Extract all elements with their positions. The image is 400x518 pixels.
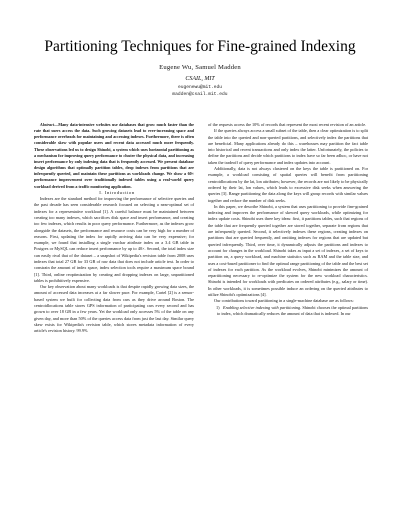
- body-paragraph: Additionally, data is not always clustered on the keys the table is partitioned on. For example, a workload consisting of spatial queries will benefit from partitioning centroidlocations by the lat, lon attributes; however, the records are not likely to be physically ordered by their lat, lon values, which leads to excessive disk seeks when answering the queries [3]. Range partitioning the data along the keys will group records with similar values together and reduce the number of disk seeks.: [208, 166, 368, 203]
- author-email-2: madden@csail.mit.edu: [172, 92, 228, 97]
- body-paragraph: If the queries always access a small subset of the table, then a clear optimization is to split the table into the queried and non-queried partitions, and selectively index the partitions that are beneficial. Many applications already do this – warehouses may partition the fact table into historical and recent transactions and only index the latter. Unfortunately, the policies to define the partitions and decide which partitions to index have so far been adhoc, or have not taken the tradeoff of query performance and index updates into account.: [208, 128, 368, 165]
- body-paragraph: Our key observation about many workloads is that despite rapidly growing data sizes, the amount of accessed data increases at a far slower pace. For example, Cartel [2] is a sensor-based system we built for collecting data from cars as they drive around Boston. The centroidlocations table stores GPS information of participating cars every second and has grown to over 18 GB in a few years. Yet the workload only accesses 5% of the table on any given day, and more than 50% of the queries access data from just the last day. Similar query skew exists for Wikipedia's revision table, which stores metadata information of every article's revision history. 99.9%: [34, 284, 194, 334]
- affiliation: CSAIL, MIT: [185, 76, 215, 82]
- author-list: Eugene Wu, Samuel Madden: [159, 64, 241, 71]
- author-email-1: eugenewu@mit.edu: [177, 85, 223, 90]
- abstract-text: Many data-intensive websites use databases that grow much faster than the rate that users access the data. Such growing datasets lead to ever-increasing space and performance overheads for maintaining and accessing indexes. Furthermore, there is often considerable skew with popular users and recent data accessed much more frequently. These observations led us to design Shinobi, a system which uses horizontal partitioning as a mechanism for improving query performance to cluster the physical data, and increasing insert performance by only indexing data that is frequently accessed. We present database design algorithms that optimally partition tables, drop indexes from partitions that are infrequently queried, and maintain these partitions as workloads change. We show a 60× performance improvement over traditionally indexed tables using a real-world query workload derived from a traffic monitoring application.: [34, 122, 194, 189]
- body-paragraph: Indexes are the standard method for improving the performance of selective queries and the past decade has seen considerable research focused on selecting a near-optimal set of indexes for a representative workload [1]. A careful balance must be maintained between creating too many indexes, which sacrifices disk space and insert performance, and creating too few indexes, which results in poor query performance. Furthermore, as the indexes grow alongside the datasets, the performance and resource costs can be very high for a number of reasons. First, updating the index for rapidly arriving data can be very expensive; for example, we found that installing a single varchar attribute index on a 3.4 GB table in Postgres or MySQL can reduce insert performance by up to 40×. Second, the total index size can easily rival that of the dataset – a snapshot of Wikipedia's revision table from 2008 uses indexes that total 27 GB for 33 GB of raw data that does not include article text. In order to constrain the amount of index space, index selection tools require a maximum space bound [1]. Third, online reoptimization by creating and dropping indexes on large, unpartitioned tables is prohibitively expensive.: [34, 196, 194, 283]
- list-number: 1): [216, 304, 220, 310]
- body-paragraph: Our contributions toward partitioning in a single-machine database are as follows:: [214, 298, 354, 304]
- body-paragraph: of the requests access the 10% of records that represent the most recent revision of an article.: [208, 122, 367, 127]
- list-item-label: Enabling selective indexing with partitioning.: [223, 304, 302, 310]
- abstract: Abstract—Many data-intensive websites use databases that grow much faster than the rate that users access the data. Such growing datasets lead to ever-increasing space and performance overheads for maintaining and accessing indexes. Furthermore, there is often considerable skew with popular users and recent data accessed much more frequently. These observations led us to design Shinobi, a system which uses horizontal partitioning as a mechanism for improving query performance to cluster the physical data, and increasing insert performance by only indexing data that is frequently accessed. We present database design algorithms that optimally partition tables, drop indexes from partitions that are infrequently queried, and maintain these partitions as workloads change. We show a 60× performance improvement over traditionally indexed tables using a real-world query workload derived from a traffic monitoring application.: [34, 122, 194, 189]
- body-paragraph: In this paper, we describe Shinobi, a system that uses partitioning to provide fine-grained indexing and improves the performance of skewed query workloads, while optimizing for index update costs. Shinobi uses three key ideas: first, it partitions tables, such that regions of the table that are frequently queried together are stored together, separate from regions that are infrequently queried. Second, it selectively indexes these regions, creating indexes on partitions that are queried frequently, and omitting indexes for regions that are updated but queried infrequently. Third, over time, it dynamically adjusts the partitions and indexes to account for changes in the workload. Shinobi takes as input a set of indexes, a set of keys to partition on, a query workload, and machine statistics such as RAM and the table size, and uses a cost-based partitioner to find the optimal range partitioning of the table and the best set of indexes for each partition. As the workload evolves, Shinobi minimizes the amount of repartitioning necessary to re-optimize the system for the new workload characteristics. Shinobi is intended for workloads with predicates on ordered attributes (e.g., salary or time). In other workloads, it is sometimes possible induce an ordering on the queried attributes to utilize Shinobi's optimizations [4].: [208, 203, 368, 298]
- right-column: [208, 122, 368, 317]
- abstract-lead: Abstract: [40, 122, 55, 127]
- list-item-text: Shinobi chooses the optimal partitions to index, which dramatically reduces the amount of data that is indexed. In our: [217, 304, 368, 316]
- paper-title: Partitioning Techniques for Fine-grained Indexing: [44, 38, 356, 55]
- section-heading: I. Introduction: [99, 189, 135, 195]
- contribution-list-item: [208, 305, 368, 318]
- left-column: [34, 122, 194, 335]
